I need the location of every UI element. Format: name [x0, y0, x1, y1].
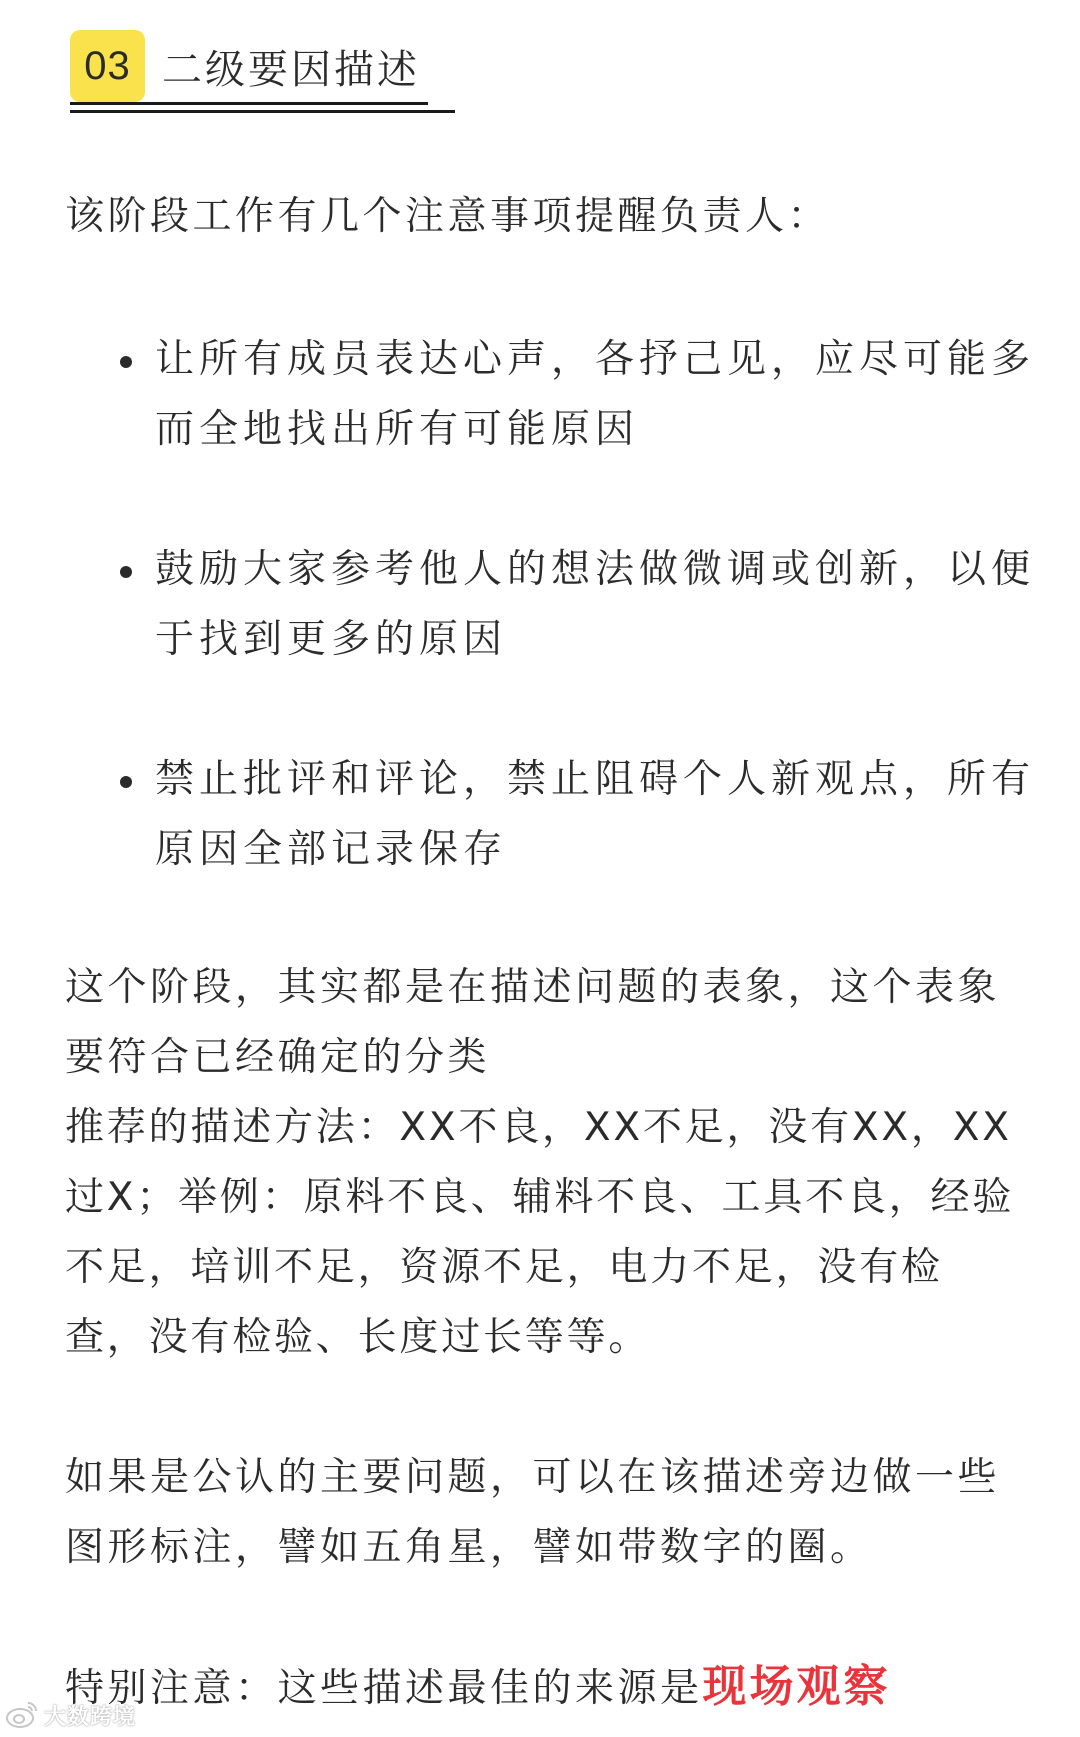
- weibo-logo-icon: [4, 1697, 40, 1733]
- section-number-badge: 03: [70, 30, 145, 102]
- section-title: 二级要因描述: [162, 47, 420, 93]
- list-item-text: 禁止批评和评论，禁止阻碍个人新观点，所有原因全部记录保存: [155, 757, 1036, 872]
- watermark-text: 大数跨境: [44, 1704, 137, 1730]
- special-note-text: 特别注意：这些描述最佳的来源是: [65, 1666, 703, 1711]
- special-note-paragraph: [65, 1652, 1015, 1724]
- bullet-icon: [120, 566, 132, 578]
- bullet-icon: [120, 776, 132, 788]
- method-paragraph: 推荐的描述方法：XX不良，XX不足，没有XX，XX过X；举例：原料不良、辅料不良、工具不良，经验不足，培训不足，资源不足，电力不足，没有检查，没有检验、长度过长等等。: [65, 1105, 1015, 1360]
- highlight-text: 现场观察: [702, 1661, 891, 1712]
- marking-paragraph: 如果是公认的主要问题，可以在该描述旁边做一些图形标注，譬如五角星，譬如带数字的圈。: [65, 1455, 1001, 1570]
- header-underline: [70, 102, 428, 105]
- header-underline: [70, 110, 455, 113]
- list-item-text: 鼓励大家参考他人的想法做微调或创新，以便于找到更多的原因: [155, 547, 1036, 662]
- stage-paragraph: 这个阶段，其实都是在描述问题的表象，这个表象要符合已经确定的分类: [65, 965, 1001, 1080]
- watermark: [4, 1695, 136, 1735]
- bullet-icon: [120, 356, 132, 368]
- intro-paragraph: 该阶段工作有几个注意事项提醒负责人：: [65, 194, 831, 239]
- section-header: [70, 26, 455, 116]
- list-item-text: 让所有成员表达心声，各抒己见，应尽可能多而全地找出所有可能原因: [155, 337, 1036, 452]
